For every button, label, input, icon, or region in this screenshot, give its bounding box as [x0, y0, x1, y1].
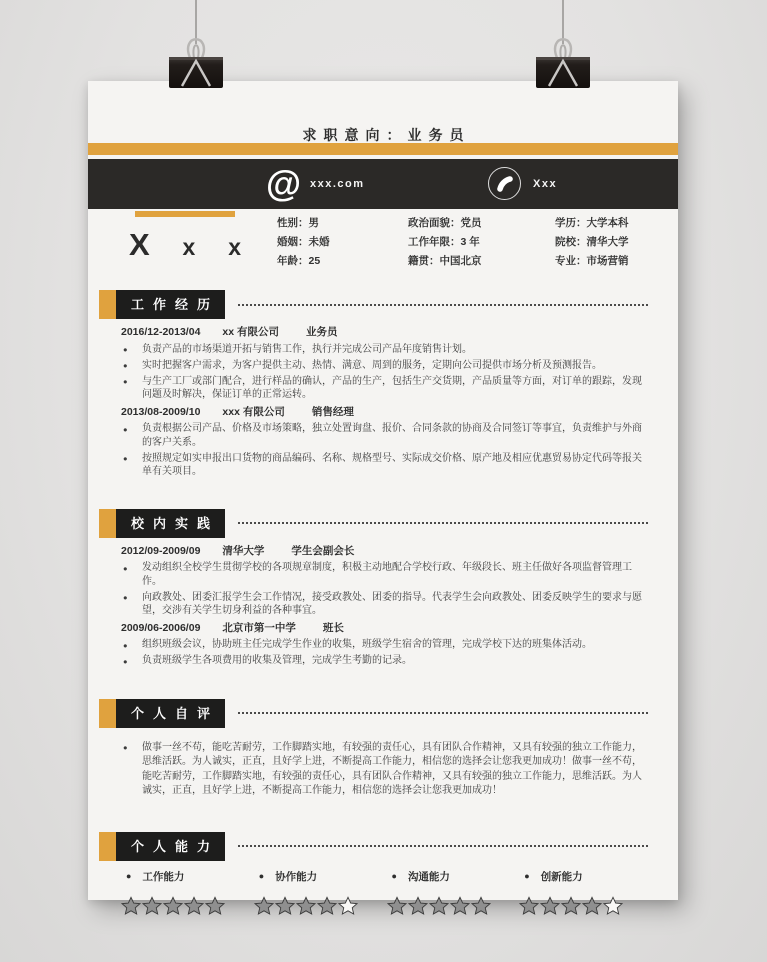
star-filled-icon [408, 896, 428, 916]
bullet-dot-icon: ● [524, 871, 530, 881]
experience-item [121, 405, 648, 479]
dotted-divider [238, 522, 648, 524]
bullet-dot-icon: ● [126, 871, 132, 881]
star-filled-icon [275, 896, 295, 916]
star-filled-icon [582, 896, 602, 916]
bullet-list [121, 638, 648, 668]
phone-text: Xxx [533, 178, 558, 190]
contact-band [88, 159, 678, 209]
star-filled-icon [429, 896, 449, 916]
section-header [88, 509, 678, 538]
skills-row [121, 869, 652, 916]
resume-header [88, 81, 678, 290]
accent-underline [135, 211, 235, 217]
bullet-dot-icon: ● [391, 871, 397, 881]
binder-clip-right [534, 0, 592, 92]
skill-name: 协作能力 [275, 870, 318, 883]
email-text: xxx.com [310, 178, 365, 190]
bullet-item: ● 按照规定如实申报出口货物的商品编码、名称、规格型号、实际成交价格、原产地及相应优惠贸易协定代码等报关单有关项目。 [121, 452, 648, 479]
star-icon [121, 896, 141, 916]
skill-label [254, 869, 387, 884]
experience-item [121, 544, 648, 618]
experience-role: 销售经理 [311, 405, 354, 418]
skill-label [121, 869, 254, 884]
star-icon [205, 896, 225, 916]
bullet-item: ● 向政教处、团委汇报学生会工作情况，接受政教处、团委的指导。代表学生会向政教处、团委反映学生的要求与愿望，交涉有关学生切身利益的各种事宜。 [121, 591, 648, 618]
star-filled-icon [519, 896, 539, 916]
star-icon [296, 896, 316, 916]
experience-heading [121, 621, 648, 636]
accent-block [99, 290, 116, 319]
accent-block [99, 509, 116, 538]
profile-field: 院校：清华大学 [555, 236, 629, 248]
star-filled-icon [561, 896, 581, 916]
star-filled-icon [163, 896, 183, 916]
star-icon [254, 896, 274, 916]
at-icon: @ [266, 163, 302, 204]
experience-organization: xx 有限公司 [222, 326, 280, 338]
dotted-divider [238, 845, 648, 847]
binder-clip-icon [167, 28, 225, 90]
star-icon [317, 896, 337, 916]
section-header [88, 290, 678, 319]
profile-field: 学历：大学本科 [555, 217, 629, 229]
bullet-item: ● 负责班级学生各项费用的收集及管理，完成学生考勤的记录。 [121, 654, 648, 668]
experience-period: 2012/09-2009/09 [121, 544, 201, 557]
skill-group [254, 869, 387, 916]
star-filled-icon [471, 896, 491, 916]
bullet-item: ● 与生产工厂或部门配合，进行样品的确认，产品的生产，包括生产交货期，产品质量等方面，对订单的跟踪，发现问题及时解决，保证订单的正常运转。 [121, 375, 648, 402]
star-icon [540, 896, 560, 916]
profile-field: 籍贯：中国北京 [408, 255, 482, 267]
work-jobs [121, 325, 648, 479]
accent-block [99, 832, 116, 861]
skill-group [387, 869, 520, 916]
profile-field: 专业：市场营销 [555, 255, 629, 267]
skill-label [519, 869, 652, 884]
star-filled-icon [387, 896, 407, 916]
star-filled-icon [205, 896, 225, 916]
star-rating [254, 896, 387, 916]
star-empty-icon [603, 896, 623, 916]
bullet-item: ● 负责根据公司产品、价格及市场策略，独立处置询盘、报价、合同条款的协商及合同签订等事宜，负责维护与外商的客户关系。 [121, 422, 648, 449]
profile-column [408, 214, 555, 271]
section-title: 个人自评 [116, 699, 225, 728]
skill-group [519, 869, 652, 916]
name-part: x [228, 234, 241, 260]
star-icon [275, 896, 295, 916]
star-filled-icon [184, 896, 204, 916]
profile-field: 政治面貌：党员 [408, 217, 482, 229]
star-icon [142, 896, 162, 916]
experience-period: 2016/12-2013/04 [121, 326, 201, 338]
bullet-list [121, 561, 648, 618]
job-intention-title: 求职意向：业务员 [302, 127, 471, 143]
experience-heading [121, 405, 648, 420]
resume-page [88, 81, 678, 900]
profile-field: 性别：男 [277, 217, 319, 229]
experience-role: 业务员 [306, 326, 338, 338]
name-part: x [182, 234, 196, 260]
self-evaluation-text [121, 741, 648, 799]
section-header [88, 699, 678, 728]
candidate-name [129, 227, 241, 263]
star-rating [121, 896, 254, 916]
profile-field: 婚姻：未婚 [277, 236, 330, 248]
star-filled-icon [121, 896, 141, 916]
bullet-item: ● 实时把握客户需求，为客户提供主动、热情、满意、周到的服务，定期向公司提供市场分析及预测报告。 [121, 359, 648, 373]
star-filled-icon [142, 896, 162, 916]
experience-organization: xxx 有限公司 [222, 405, 285, 418]
bullet-item: ● 发动组织全校学生贯彻学校的各项规章制度，积极主动地配合学校行政、年级段长、班主任做好各项监督管理工作。 [121, 561, 648, 588]
accent-bar [88, 143, 678, 155]
section-title: 工作经历 [116, 290, 225, 319]
skill-label [387, 869, 520, 884]
profile-column [277, 214, 408, 271]
star-icon [338, 896, 358, 916]
binder-clip-left [167, 0, 225, 92]
skill-group [121, 869, 254, 916]
star-filled-icon [317, 896, 337, 916]
star-rating [387, 896, 520, 916]
experience-period: 2009/06-2006/09 [121, 621, 201, 634]
star-icon [163, 896, 183, 916]
bullet-item: ● 做事一丝不苟，能吃苦耐劳，工作脚踏实地，有较强的责任心，具有团队合作精神，又具有较强的独立工作能力，思维活跃。为人诚实，正直，且好学上进，不断提高工作能力，相信您的选择会让您我更加成功！做事一丝不苟，能吃苦耐劳，工作脚踏实地，有较强的责任心，具有团队合作精神，又具有较强的独立工作能力，思维活跃。为人诚实，正直，且好学上进，不断提高工作能力，相信您的选择会让您我更加成功！ [121, 741, 648, 799]
star-empty-icon [338, 896, 358, 916]
profile-field: 工作年限：3 年 [408, 236, 480, 248]
section-personal-skills [88, 832, 678, 916]
star-icon [582, 896, 602, 916]
profile-field: 年龄：25 [277, 255, 321, 267]
star-icon [184, 896, 204, 916]
experience-role: 学生会副会长 [291, 544, 355, 557]
binder-clip-icon [534, 28, 592, 90]
profile-grid [277, 214, 629, 271]
star-icon [387, 896, 407, 916]
experience-item [121, 621, 648, 668]
skill-name: 沟通能力 [407, 870, 450, 883]
bullet-dot-icon: ● [258, 871, 265, 881]
star-icon [603, 896, 623, 916]
bullet-item: ● 组织班级会议，协助班主任完成学生作业的收集，班级学生宿舍的管理，完成学校下达的班集体活动。 [121, 638, 648, 652]
section-title: 校内实践 [116, 509, 225, 538]
section-header [88, 832, 678, 861]
experience-item [121, 325, 648, 402]
section-self-evaluation [88, 699, 678, 799]
skill-name: 创新能力 [540, 870, 583, 883]
section-work-experience [88, 290, 678, 479]
section-campus-practice [88, 509, 678, 668]
experience-organization: 北京市第一中学 [222, 621, 296, 634]
star-icon [429, 896, 449, 916]
experience-organization: 清华大学 [222, 544, 265, 557]
experience-heading [121, 325, 648, 340]
star-icon [561, 896, 581, 916]
dotted-divider [238, 304, 648, 306]
star-filled-icon [296, 896, 316, 916]
skill-name: 工作能力 [142, 870, 185, 883]
bullet-item: ● 负责产品的市场渠道开拓与销售工作，执行并完成公司产品年度销售计划。 [121, 343, 648, 357]
experience-period: 2013/08-2009/10 [121, 405, 201, 418]
star-icon [471, 896, 491, 916]
bullet-list [121, 422, 648, 479]
accent-block [99, 699, 116, 728]
star-icon [450, 896, 470, 916]
profile-column [555, 214, 629, 271]
experience-role: 班长 [322, 621, 344, 634]
star-filled-icon [254, 896, 274, 916]
name-part: X [129, 227, 150, 262]
dotted-divider [238, 712, 648, 714]
campus-jobs [121, 544, 648, 668]
experience-heading [121, 544, 648, 559]
star-rating [519, 896, 652, 916]
section-title: 个人能力 [116, 832, 225, 861]
bullet-list [121, 343, 648, 402]
star-filled-icon [540, 896, 560, 916]
bullet-list [121, 741, 648, 799]
star-filled-icon [450, 896, 470, 916]
star-icon [519, 896, 539, 916]
star-icon [408, 896, 428, 916]
phone-icon [488, 167, 521, 200]
